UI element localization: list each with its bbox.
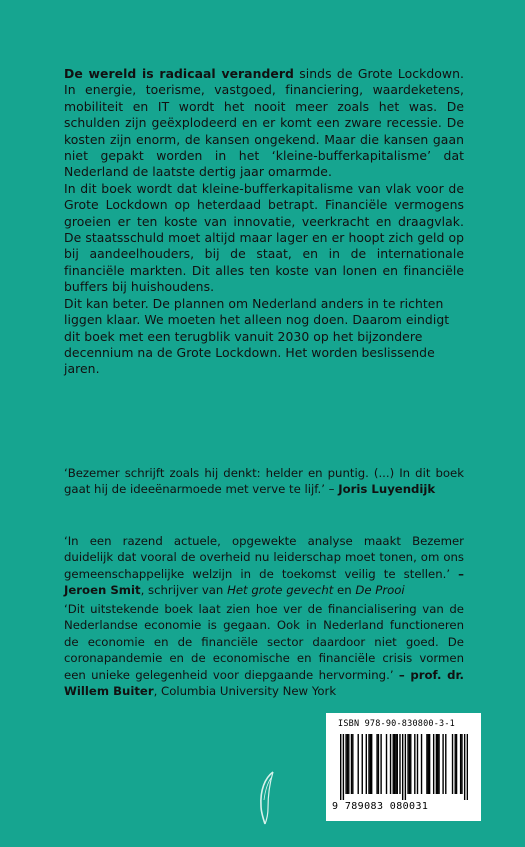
blurb-paragraph-2: In dit boek wordt dat kleine-bufferkapitalisme van vlak voor de Grote Lockdown op heterdaad betrapt. Financiële vermogens groeien er ten koste van innovatie, veerkracht en draagvlak. De staatsschuld moet altijd maar lager en er hoopt zich geld op bij aandeelhouders, bij de staat, en in de internationale financiële markten. Dit alles ten koste van lonen en financiële buffers bij huishoudens.: [64, 180, 464, 295]
barcode-bar: [414, 734, 415, 794]
quote-1-author: Joris Luyendijk: [338, 482, 436, 497]
barcode-bar: [343, 734, 344, 800]
endorsement-quote-1: [64, 465, 464, 498]
endorsement-quote-3: [64, 601, 464, 699]
barcode-bar: [399, 734, 400, 794]
blurb-paragraph-1: [64, 66, 464, 181]
barcode-bar: [390, 734, 391, 794]
endorsement-quote-2: [64, 533, 464, 599]
barcode-bar: [405, 734, 406, 800]
barcode-bar: [437, 734, 438, 794]
barcode: [326, 713, 481, 821]
barcode-bar: [467, 734, 468, 800]
barcode-bar: [347, 734, 348, 794]
barcode-bar: [371, 734, 372, 794]
barcode-bar: [395, 734, 396, 794]
quote-2-role: , schrijver van: [140, 583, 228, 598]
barcode-bar: [409, 734, 410, 794]
barcode-bar: [386, 734, 387, 794]
barcode-bar: [438, 734, 439, 794]
barcode-bar: [368, 734, 369, 794]
barcode-bar: [428, 734, 429, 794]
barcode-bar: [345, 734, 346, 794]
barcode-bar: [455, 734, 456, 794]
barcode-bar: [370, 734, 371, 794]
isbn-label: ISBN 978-90-830800-3-1: [338, 719, 455, 729]
quote-3-author: – prof. dr. Willem Buiter: [64, 667, 464, 699]
barcode-digits: 9 789083 080031: [332, 801, 429, 812]
barcode-bar: [380, 734, 381, 794]
barcode-bar: [394, 734, 395, 794]
barcode-bar: [461, 734, 462, 794]
barcode-bar: [340, 734, 341, 800]
barcode-bar: [397, 734, 398, 794]
barcode-bar: [358, 734, 359, 794]
blurb-p1-text: sinds de Grote Lockdown. In energie, toerisme, vastgoed, financiering, waardeketens, mobiliteit en IT wordt het nooit meer zoals het was. De schulden zijn geëxplodeerd en er komt een zware recessie. De kosten zijn enorm, de kansen ongekend. Maar die kansen gaan niet gepakt worden in het ‘kleine-bufferkapitalisme’ dat Nederland de laatste dertig jaar omarmde.: [64, 66, 464, 180]
quote-2-and: en: [333, 583, 356, 598]
barcode-bar: [456, 734, 457, 794]
barcode-bar: [348, 734, 349, 794]
blurb-lead: De wereld is radicaal veranderd: [64, 66, 294, 81]
barcode-bar: [452, 734, 453, 794]
barcode-bar: [429, 734, 430, 794]
barcode-bar: [464, 734, 465, 800]
blurb-paragraph-3: Dit kan beter. De plannen om Nederland anders in te richten liggen klaar. We moeten het alleen nog doen. Daarom eindigt dit boek met een terugblik vanuit 2030 op het bijzondere decennium na de Grote Lockdown. Het worden beslissende jaren.: [64, 295, 450, 377]
barcode-bar: [445, 734, 446, 794]
barcode-bar: [426, 734, 427, 794]
barcode-bar: [421, 734, 422, 794]
quote-1-text: ‘Bezemer schrijft zoals hij denkt: helder en puntig. (...) In dit boek gaat hij de ideeënarmoede met verve te lijf.’ –: [64, 466, 464, 497]
barcode-bar: [433, 734, 434, 794]
barcode-bar: [417, 734, 418, 794]
quote-2-book-1: Het grote gevecht: [227, 583, 334, 598]
barcode-bar: [366, 734, 367, 794]
quote-2-author: – Jeroen Smit: [64, 566, 464, 598]
barcode-bar: [407, 734, 408, 794]
quote-2-text: ‘In een razend actuele, opgewekte analyse maakt Bezemer duidelijk dat vooral de overheid nu leiderschap moet tonen, om ons gemeenschappelijke welzijn in de toekomst veilig te stellen.’: [64, 534, 464, 581]
barcode-bar: [442, 734, 443, 794]
quote-3-affiliation: , Columbia University New York: [153, 684, 337, 699]
back-cover-blurb: [64, 66, 464, 378]
barcode-bar: [352, 734, 353, 794]
barcode-bar: [402, 734, 403, 800]
barcode-bar: [351, 734, 352, 794]
barcode-bar: [410, 734, 411, 794]
barcode-bar: [376, 734, 377, 794]
barcode-bars: [340, 734, 468, 800]
quill-feather-icon: [255, 770, 277, 830]
quote-3-text: ‘Dit uitstekende boek laat zien hoe ver de financialisering van de Nederlandse economie is gegaan. Ook in Nederland functioneren de economie en de financiële sector daardoor niet goed. De coronapandemie en de economische en financiële crisis vormen een unieke gelegenheid voor diepgaande hervorming.’: [64, 602, 464, 682]
quote-2-book-2: De Prooi: [355, 583, 405, 598]
barcode-bar: [378, 734, 379, 794]
barcode-bar: [460, 734, 461, 794]
barcode-bar: [393, 734, 394, 794]
barcode-bar: [362, 734, 363, 794]
barcode-bar: [436, 734, 437, 794]
